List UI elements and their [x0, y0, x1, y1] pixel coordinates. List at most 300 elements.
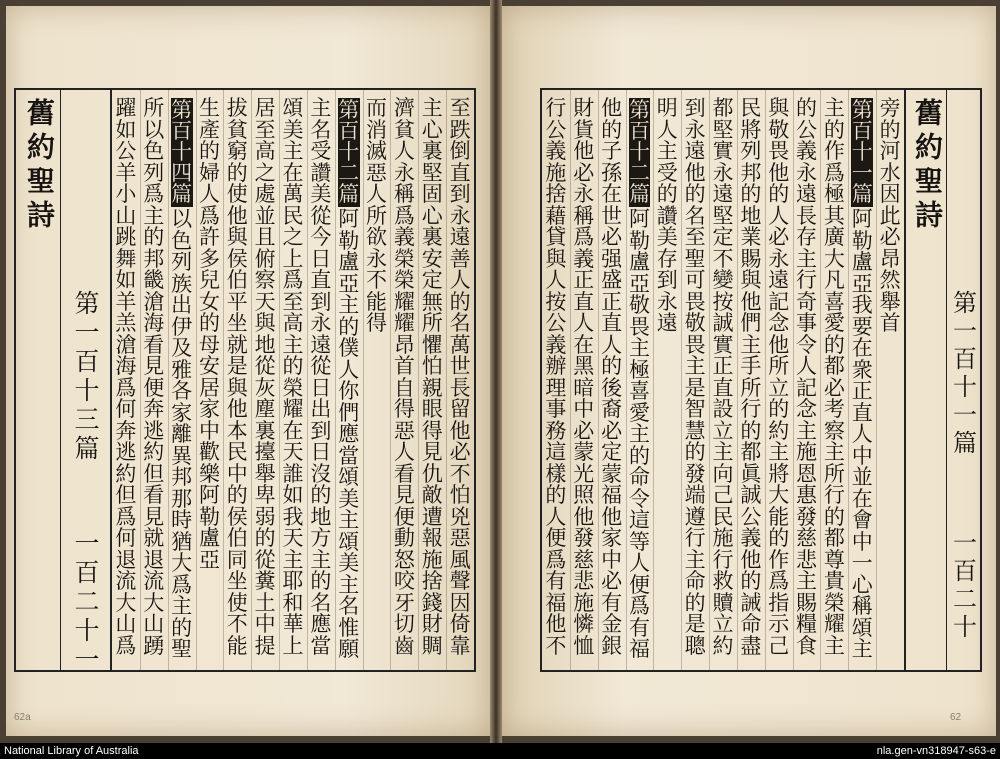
- text-char: 和: [282, 590, 304, 615]
- text-char: 俯: [254, 246, 276, 271]
- text-char: 所: [143, 96, 165, 120]
- text-char: 這: [628, 508, 650, 532]
- text-char: 行: [740, 397, 762, 421]
- text-char: 的: [282, 354, 304, 378]
- text-char: 必: [601, 225, 623, 249]
- text-char: 實: [712, 139, 734, 163]
- text-char: 主: [282, 139, 304, 163]
- text-char: 的: [545, 483, 567, 507]
- text-char: 福: [628, 637, 650, 661]
- text-char: 遠: [712, 182, 734, 206]
- footer-institution: National Library of Australia: [4, 745, 139, 757]
- text-char: 主: [823, 633, 845, 658]
- column-rule: [168, 90, 169, 670]
- text-char: 羔: [115, 311, 137, 335]
- heading-char: 百: [171, 119, 193, 143]
- text-char: 長: [796, 203, 818, 228]
- text-char: 無: [421, 289, 443, 314]
- text-char: 山: [143, 612, 165, 636]
- text-char: 爲: [115, 504, 137, 529]
- text-char: 沒: [310, 461, 332, 486]
- text-char: 施: [796, 440, 818, 464]
- text-char: 同: [226, 547, 248, 572]
- text-char: 實: [712, 332, 734, 357]
- text-char: 安: [198, 354, 220, 378]
- heading-char: 篇: [171, 182, 193, 206]
- text-char: 昂: [393, 332, 415, 357]
- text-char: 永: [310, 311, 332, 335]
- text-char: 會: [851, 508, 873, 532]
- text-char: 定: [421, 268, 443, 292]
- text-char: 與: [545, 246, 567, 271]
- text-char: 懼: [421, 332, 443, 357]
- text-char: 昂: [879, 246, 901, 271]
- text-char: 施: [712, 526, 734, 550]
- text-char: 並: [851, 465, 873, 489]
- text-char: 能: [768, 504, 790, 529]
- text-char: 家: [171, 400, 193, 425]
- text-char: 其: [823, 203, 845, 228]
- text-column: [446, 98, 474, 662]
- text-char: 跳: [115, 225, 137, 249]
- text-char: 在: [851, 486, 873, 511]
- text-char: 怕: [421, 354, 443, 378]
- text-char: 主: [712, 440, 734, 464]
- text-char: 卑: [254, 483, 276, 507]
- text-char: 的: [601, 117, 623, 142]
- text-char: 各: [171, 379, 193, 403]
- text-char: 美: [310, 182, 332, 206]
- text-char: 必: [768, 225, 790, 249]
- text-char: 從: [310, 203, 332, 228]
- text-char: 藉: [545, 203, 567, 228]
- text-char: 欲: [366, 225, 388, 249]
- text-char: 但: [143, 461, 165, 486]
- text-char: 的: [310, 569, 332, 593]
- text-char: 主: [628, 422, 650, 446]
- text-char: 便: [628, 572, 650, 597]
- text-char: 如: [282, 483, 304, 507]
- text-char: 產: [198, 117, 220, 142]
- book-gutter: [490, 0, 502, 743]
- text-char: 大: [823, 246, 845, 271]
- text-char: 約: [143, 440, 165, 464]
- text-char: 滄: [115, 332, 137, 357]
- heading-char: 四: [171, 161, 193, 185]
- text-char: 報: [421, 526, 443, 550]
- text-char: 讚: [310, 160, 332, 185]
- text-column: [820, 98, 848, 662]
- right-chapter-label: [948, 290, 978, 458]
- left-body-text: [112, 90, 474, 670]
- text-char: 銀: [601, 633, 623, 658]
- text-char: 蒙: [601, 461, 623, 486]
- text-char: 得: [393, 397, 415, 421]
- text-char: 必: [601, 569, 623, 593]
- text-column: [196, 98, 224, 662]
- text-char: 喜: [628, 379, 650, 403]
- column-rule: [820, 90, 821, 670]
- text-char: 稱: [851, 594, 873, 618]
- text-char: 的: [768, 397, 790, 421]
- text-char: 遵: [684, 504, 706, 529]
- text-char: 世: [449, 354, 471, 378]
- text-char: 的: [198, 139, 220, 163]
- text-char: 後: [601, 375, 623, 400]
- text-char: 的: [684, 590, 706, 615]
- text-char: 主: [143, 203, 165, 228]
- text-char: 爲: [628, 594, 650, 618]
- text-char: 將: [740, 117, 762, 142]
- text-column: [307, 98, 335, 662]
- text-char: 濟: [393, 96, 415, 120]
- text-char: 名: [310, 590, 332, 615]
- text-char: 按: [712, 289, 734, 314]
- text-char: 這: [545, 440, 567, 464]
- text-char: 踴: [143, 633, 165, 658]
- text-char: 慧: [684, 418, 706, 443]
- text-char: 人: [545, 268, 567, 292]
- text-char: 的: [768, 182, 790, 206]
- text-char: 施: [545, 160, 567, 185]
- column-rule: [307, 90, 308, 670]
- text-char: 約: [115, 461, 137, 486]
- text-char: 並: [254, 203, 276, 228]
- text-char: 察: [823, 418, 845, 443]
- text-char: 義: [740, 526, 762, 550]
- text-char: 記: [796, 375, 818, 400]
- column-rule: [446, 90, 447, 670]
- text-column: [363, 98, 391, 662]
- text-column: [626, 98, 654, 662]
- text-column: [765, 98, 793, 662]
- text-char: 貴: [823, 569, 845, 593]
- text-char: 正: [573, 268, 595, 292]
- text-char: 能: [366, 289, 388, 314]
- text-char: 爲: [115, 375, 137, 400]
- text-char: 退: [143, 547, 165, 572]
- text-char: 美: [338, 551, 360, 575]
- text-char: 榮: [282, 375, 304, 400]
- text-column: [598, 98, 626, 662]
- text-char: 人: [851, 422, 873, 446]
- text-char: 人: [545, 504, 567, 529]
- text-char: 都: [712, 96, 734, 120]
- text-char: 山: [115, 203, 137, 228]
- text-char: 如: [115, 117, 137, 142]
- text-char: 們: [740, 311, 762, 335]
- text-char: 的: [254, 526, 276, 550]
- text-char: 的: [226, 483, 248, 507]
- text-char: 萬: [449, 332, 471, 357]
- text-char: 他: [740, 547, 762, 572]
- text-char: 在: [851, 336, 873, 360]
- text-char: 至: [254, 117, 276, 142]
- text-char: 主: [338, 508, 360, 532]
- text-char: 盡: [740, 633, 762, 658]
- text-char: 示: [768, 612, 790, 636]
- column-rule: [709, 90, 710, 670]
- text-char: 擡: [254, 440, 276, 464]
- text-char: 發: [684, 461, 706, 486]
- text-char: 伯: [226, 526, 248, 550]
- text-char: 他: [226, 397, 248, 421]
- text-char: 在: [282, 160, 304, 185]
- text-char: 糞: [254, 569, 276, 593]
- text-char: 之: [254, 160, 276, 185]
- text-char: 名: [684, 203, 706, 228]
- text-char: 民: [740, 96, 762, 120]
- text-char: 公: [740, 504, 762, 529]
- text-char: 看: [143, 332, 165, 357]
- left-margin-header: [14, 88, 110, 675]
- text-char: 能: [226, 633, 248, 658]
- text-char: 他: [768, 160, 790, 185]
- text-char: 設: [712, 397, 734, 421]
- text-char: 跌: [449, 117, 471, 142]
- text-char: 所: [740, 375, 762, 400]
- text-char: 萬: [282, 182, 304, 206]
- text-char: 主: [796, 246, 818, 271]
- right-margin-header: [904, 88, 982, 672]
- text-char: 有: [545, 569, 567, 593]
- text-char: 爲: [115, 633, 137, 658]
- text-char: 亞: [851, 271, 873, 296]
- text-char: 主: [684, 354, 706, 378]
- text-char: 所: [421, 311, 443, 335]
- text-char: 就: [226, 332, 248, 357]
- text-char: 主: [768, 440, 790, 464]
- text-char: 義: [393, 225, 415, 249]
- text-char: 主: [421, 96, 443, 120]
- heading-char: 第: [851, 98, 873, 122]
- text-char: 亞: [198, 547, 220, 572]
- text-char: 頌: [338, 465, 360, 489]
- text-char: 頌: [338, 529, 360, 554]
- text-char: 侯: [226, 504, 248, 529]
- text-char: 衆: [851, 357, 873, 382]
- text-char: 滅: [366, 139, 388, 163]
- text-char: 樂: [198, 461, 220, 486]
- text-char: 稱: [393, 182, 415, 206]
- text-char: 人: [628, 551, 650, 575]
- text-char: 爲: [545, 547, 567, 572]
- text-char: 民: [226, 440, 248, 464]
- text-char: 不: [545, 633, 567, 658]
- column-rule: [335, 90, 336, 670]
- text-char: 義: [796, 139, 818, 163]
- text-char: 當: [310, 633, 332, 658]
- text-char: 願: [338, 637, 360, 661]
- text-char: 的: [656, 182, 678, 206]
- text-char: 留: [449, 397, 471, 421]
- text-char: 辦: [545, 354, 567, 378]
- text-char: 的: [143, 225, 165, 249]
- footer-identifier: nla.gen-vn318947-s63-e: [876, 745, 996, 757]
- text-char: 他: [226, 203, 248, 228]
- text-char: 約: [712, 633, 734, 658]
- text-char: 牙: [393, 590, 415, 615]
- text-char: 定: [712, 225, 734, 249]
- text-char: 惡: [393, 418, 415, 443]
- text-char: 高: [254, 139, 276, 163]
- text-char: 地: [740, 203, 762, 228]
- left-page-number-text: 一百二十一: [71, 530, 100, 675]
- text-char: 蒙: [573, 440, 595, 464]
- text-char: 念: [768, 311, 790, 335]
- text-char: 主: [310, 547, 332, 572]
- text-char: 水: [879, 160, 901, 185]
- text-char: 命: [684, 569, 706, 593]
- text-char: 齒: [393, 633, 415, 658]
- text-char: 邦: [171, 465, 193, 489]
- text-char: 在: [601, 182, 623, 206]
- text-char: 阿: [338, 207, 360, 231]
- text-char: 邦: [740, 160, 762, 185]
- text-char: 的: [198, 311, 220, 335]
- text-char: 直: [449, 160, 471, 185]
- text-char: 怕: [449, 483, 471, 507]
- text-char: 悲: [573, 569, 595, 593]
- text-char: 主: [656, 139, 678, 163]
- text-char: 廣: [823, 225, 845, 249]
- text-char: 滄: [143, 289, 165, 314]
- right-title-text: 舊約聖詩: [911, 98, 944, 234]
- text-char: 民: [282, 203, 304, 228]
- heading-char: 二: [628, 161, 650, 185]
- text-char: 貧: [226, 117, 248, 142]
- text-char: 心: [851, 572, 873, 597]
- text-char: 都: [740, 440, 762, 464]
- text-char: 貨: [573, 117, 595, 142]
- text-char: 手: [740, 354, 762, 378]
- text-char: 雅: [171, 357, 193, 382]
- text-char: 的: [879, 117, 901, 142]
- text-char: 的: [338, 314, 360, 339]
- text-char: 提: [254, 633, 276, 658]
- text-char: 使: [226, 182, 248, 206]
- text-char: 他: [545, 612, 567, 636]
- text-char: 至: [282, 289, 304, 314]
- text-char: 極: [628, 357, 650, 382]
- heading-char: 第: [338, 98, 360, 122]
- text-char: 此: [879, 203, 901, 228]
- text-char: 天: [282, 440, 304, 464]
- text-char: 主: [684, 547, 706, 572]
- text-char: 智: [684, 397, 706, 421]
- text-column: [542, 98, 570, 662]
- text-char: 永: [449, 203, 471, 228]
- text-char: 至: [449, 96, 471, 120]
- text-char: 首: [393, 354, 415, 378]
- text-char: 食: [796, 633, 818, 658]
- text-char: 多: [198, 246, 220, 271]
- text-char: 色: [143, 139, 165, 163]
- column-rule: [737, 90, 738, 670]
- text-char: 等: [628, 529, 650, 554]
- left-title-text: 舊約聖詩: [23, 98, 56, 234]
- text-char: 的: [823, 504, 845, 529]
- text-char: 時: [171, 508, 193, 532]
- text-char: 逃: [143, 418, 165, 443]
- text-char: 邦: [143, 246, 165, 271]
- text-char: 耀: [393, 311, 415, 335]
- text-char: 主: [851, 637, 873, 661]
- text-char: 見: [143, 504, 165, 529]
- text-char: 敬: [768, 117, 790, 142]
- heading-char: 篇: [851, 182, 873, 206]
- text-char: 日: [310, 246, 332, 271]
- text-char: 不: [449, 461, 471, 486]
- text-char: 永: [712, 160, 734, 185]
- text-char: 主: [823, 440, 845, 464]
- text-char: 誡: [740, 590, 762, 615]
- text-column: [681, 98, 709, 662]
- text-char: 施: [573, 590, 595, 615]
- text-char: 他: [768, 332, 790, 357]
- text-char: 居: [254, 96, 276, 120]
- text-char: 退: [115, 547, 137, 572]
- text-char: 人: [393, 139, 415, 163]
- text-char: 惡: [449, 526, 471, 550]
- text-char: 向: [712, 461, 734, 486]
- text-char: 出: [310, 397, 332, 421]
- text-char: 直: [573, 289, 595, 314]
- text-char: 堅: [712, 117, 734, 142]
- heading-char: 篇: [628, 182, 650, 206]
- text-char: 必: [573, 418, 595, 443]
- text-char: 主: [282, 332, 304, 357]
- text-char: 兒: [198, 268, 220, 292]
- text-char: 僕: [338, 336, 360, 360]
- text-char: 逃: [115, 440, 137, 464]
- text-char: 地: [310, 504, 332, 529]
- text-char: 舉: [254, 461, 276, 486]
- text-char: 大: [768, 483, 790, 507]
- text-char: 己: [712, 483, 734, 507]
- text-char: 喜: [823, 289, 845, 314]
- left-text-frame: [110, 88, 476, 672]
- text-char: 是: [684, 375, 706, 400]
- text-char: 永: [366, 246, 388, 271]
- text-char: 人: [656, 117, 678, 142]
- text-char: 到: [310, 418, 332, 443]
- text-char: 贖: [712, 590, 734, 615]
- text-char: 讚: [656, 203, 678, 228]
- text-char: 勒: [198, 504, 220, 529]
- text-char: 主: [796, 418, 818, 443]
- text-char: 居: [198, 375, 220, 400]
- text-char: 我: [851, 293, 873, 317]
- heading-char: 百: [338, 119, 360, 143]
- text-char: 眼: [421, 397, 443, 421]
- text-char: 侯: [226, 246, 248, 271]
- text-char: 的: [740, 418, 762, 443]
- text-char: 貸: [545, 225, 567, 249]
- text-char: 盧: [628, 250, 650, 274]
- text-char: 畏: [628, 314, 650, 339]
- heading-char: 百: [628, 119, 650, 143]
- text-char: 中: [851, 529, 873, 554]
- column-rule: [251, 90, 252, 670]
- text-char: 兇: [449, 504, 471, 529]
- text-char: 命: [740, 612, 762, 636]
- text-char: 窮: [226, 139, 248, 163]
- text-char: 平: [226, 289, 248, 314]
- text-char: 離: [171, 422, 193, 446]
- heading-char: 第: [628, 98, 650, 122]
- text-char: 們: [338, 400, 360, 425]
